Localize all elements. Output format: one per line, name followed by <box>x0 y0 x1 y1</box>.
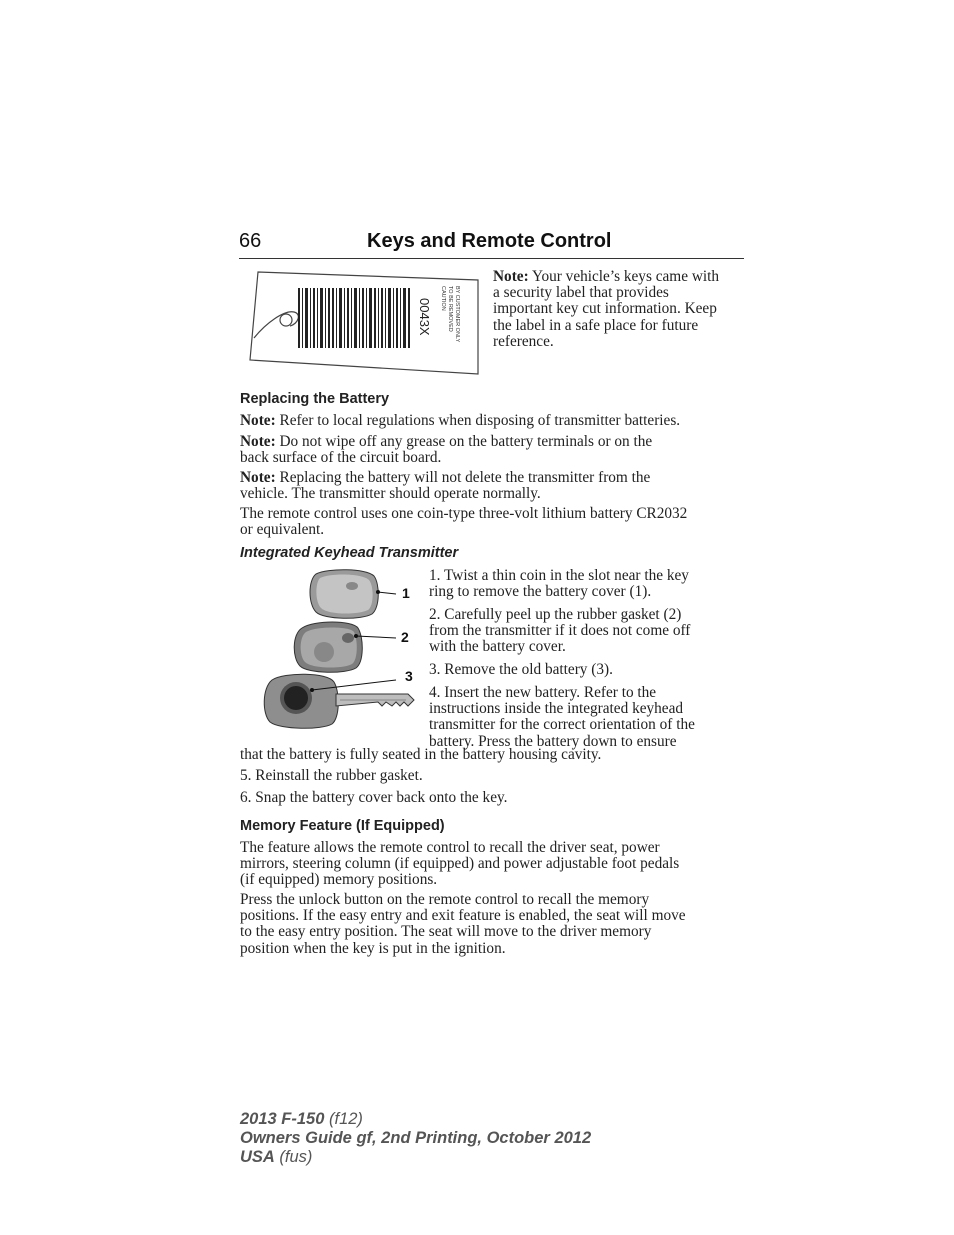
paragraph-line: mirrors, steering column (if equipped) and power adjustable foot pedals <box>240 855 680 873</box>
step-line: 2. Carefully peel up the rubber gasket (2) <box>429 606 682 623</box>
memory-paragraph-1 <box>240 840 750 889</box>
paragraph-line: The remote control uses one coin-type three-volt lithium battery CR2032 <box>240 505 688 522</box>
paragraph-line: to the easy entry position. The seat will move to the driver memory <box>240 923 652 941</box>
page-title: Keys and Remote Control <box>367 230 612 252</box>
memory-paragraph-2 <box>240 892 750 957</box>
intro-note-line: Your vehicle’s keys came with <box>528 268 720 285</box>
note-disposal <box>240 413 750 429</box>
step-line: from the transmitter if it does not come off <box>429 622 691 640</box>
label-caption-1: CAUTION <box>440 286 446 311</box>
barcode-graphic <box>298 288 410 348</box>
paragraph-line: positions. If the easy entry and exit feature is enabled, the seat will move <box>240 907 686 925</box>
section-heading-memory-feature: Memory Feature (If Equipped) <box>240 818 445 834</box>
note-grease <box>240 434 750 466</box>
callout-1: 1 <box>402 585 410 601</box>
step-line: 4. Insert the new battery. Refer to the <box>429 684 657 701</box>
paragraph-line: Press the unlock button on the remote control to recall the memory <box>240 891 650 908</box>
paragraph-line: The feature allows the remote control to recall the driver seat, power <box>240 839 660 856</box>
step-line: transmitter for the correct orientation of the <box>429 716 695 734</box>
intro-note <box>493 269 745 350</box>
paragraph-line: position when the key is put in the ignition. <box>240 939 506 957</box>
page-header <box>239 228 744 259</box>
step-line: instructions inside the integrated keyhead <box>429 700 684 718</box>
paragraph-line: (if equipped) memory positions. <box>240 871 438 889</box>
note-text: vehicle. The transmitter should operate normally. <box>240 485 541 503</box>
step-6: 6. Snap the battery cover back onto the key. <box>240 789 508 806</box>
step-1 <box>429 568 749 600</box>
callout-2: 2 <box>401 629 409 645</box>
section-heading-keyhead: Integrated Keyhead Transmitter <box>240 545 459 561</box>
keyhead-transmitter-illustration <box>258 566 420 736</box>
note-transmitter <box>240 470 750 502</box>
paragraph-line: or equivalent. <box>240 521 325 539</box>
callout-3: 3 <box>405 668 413 684</box>
footer-model: 2013 F-150 <box>240 1110 325 1128</box>
note-text: Replacing the battery will not delete the transmitter from the <box>275 469 651 486</box>
intro-note-line: important key cut information. Keep <box>493 300 717 318</box>
step-line: 1. Twist a thin coin in the slot near the key <box>429 567 689 584</box>
battery-type-paragraph <box>240 506 750 538</box>
label-caption-3: BY CUSTOMER ONLY <box>454 286 460 343</box>
note-text: Refer to local regulations when disposing of transmitter batteries. <box>275 412 681 429</box>
intro-note-line: the label in a safe place for future <box>493 316 699 334</box>
note-label: Note: <box>240 433 276 450</box>
footer-market-code: (fus) <box>274 1148 313 1166</box>
key-body-graphic <box>264 674 414 728</box>
page-number: 66 <box>239 230 262 252</box>
label-code: 0043X <box>417 298 432 336</box>
step-4-continued: that the battery is fully seated in the battery housing cavity. <box>240 746 602 763</box>
note-label: Note: <box>240 469 276 486</box>
intro-note-line: a security label that provides <box>493 284 669 302</box>
note-label: Note: <box>240 412 276 429</box>
page-footer <box>240 1110 591 1167</box>
step-line: with the battery cover. <box>429 638 566 656</box>
step-line: 3. Remove the old battery (3). <box>429 661 613 678</box>
footer-market: USA <box>240 1148 275 1166</box>
step-5: 5. Reinstall the rubber gasket. <box>240 767 423 784</box>
step-2 <box>429 607 749 656</box>
footer-model-code: (f12) <box>324 1110 363 1128</box>
step-line: battery. Press the battery down to ensure <box>429 732 677 750</box>
rubber-gasket-graphic <box>294 622 362 672</box>
note-text: back surface of the circuit board. <box>240 449 442 467</box>
label-caption-2: TO BE REMOVED <box>447 286 453 332</box>
footer-edition: Owners Guide gf, 2nd Printing, October 2012 <box>240 1129 592 1147</box>
step-3 <box>429 662 749 678</box>
note-text: Do not wipe off any grease on the battery terminals or on the <box>275 433 653 450</box>
intro-note-line: reference. <box>493 332 554 350</box>
battery-cover-graphic <box>310 570 378 619</box>
note-label: Note: <box>493 268 529 285</box>
security-label-illustration <box>246 268 482 378</box>
step-line: ring to remove the battery cover (1). <box>429 583 652 601</box>
step-4 <box>429 685 749 750</box>
section-heading-replacing-battery: Replacing the Battery <box>240 391 390 407</box>
